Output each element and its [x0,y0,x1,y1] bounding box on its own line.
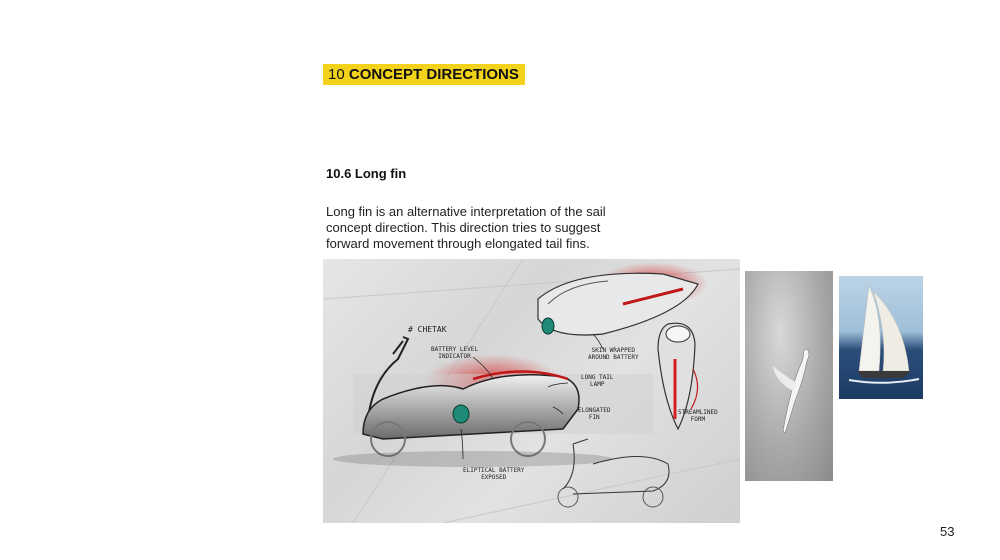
chapter-title: CONCEPT DIRECTIONS [348,66,519,83]
page-number: 53 [940,524,955,539]
label-streamlined-form: STREAMLINED FORM [678,409,718,423]
chapter-label [323,64,525,85]
bird-icon [745,271,833,481]
section-title: 10.6 Long fin [326,166,407,181]
label-skin-wrapped: SKIN WRAPPED AROUND BATTERY [588,347,639,361]
label-long-tail-lamp: LONG TAIL LAMP [581,374,614,388]
label-eliptical-battery: ELIPTICAL BATTERY EXPOSED [463,467,525,481]
scooter-sketch-image [323,259,740,523]
label-battery-level: BATTERY LEVEL INDICATOR [431,346,478,360]
sailboat-photo [839,276,923,399]
sketch-drawing [323,259,740,523]
chapter-number: 10 [328,66,345,83]
bird-photo [745,271,833,481]
sailboat-icon [839,276,923,399]
label-elongated-fin: ELONGATED FIN [578,407,611,421]
label-chetak: # CHETAK [408,325,447,334]
body-paragraph: Long fin is an alternative interpretation of the sail concept direction. This direction tries to suggest forward movement through elongated tail fins. [326,204,606,251]
